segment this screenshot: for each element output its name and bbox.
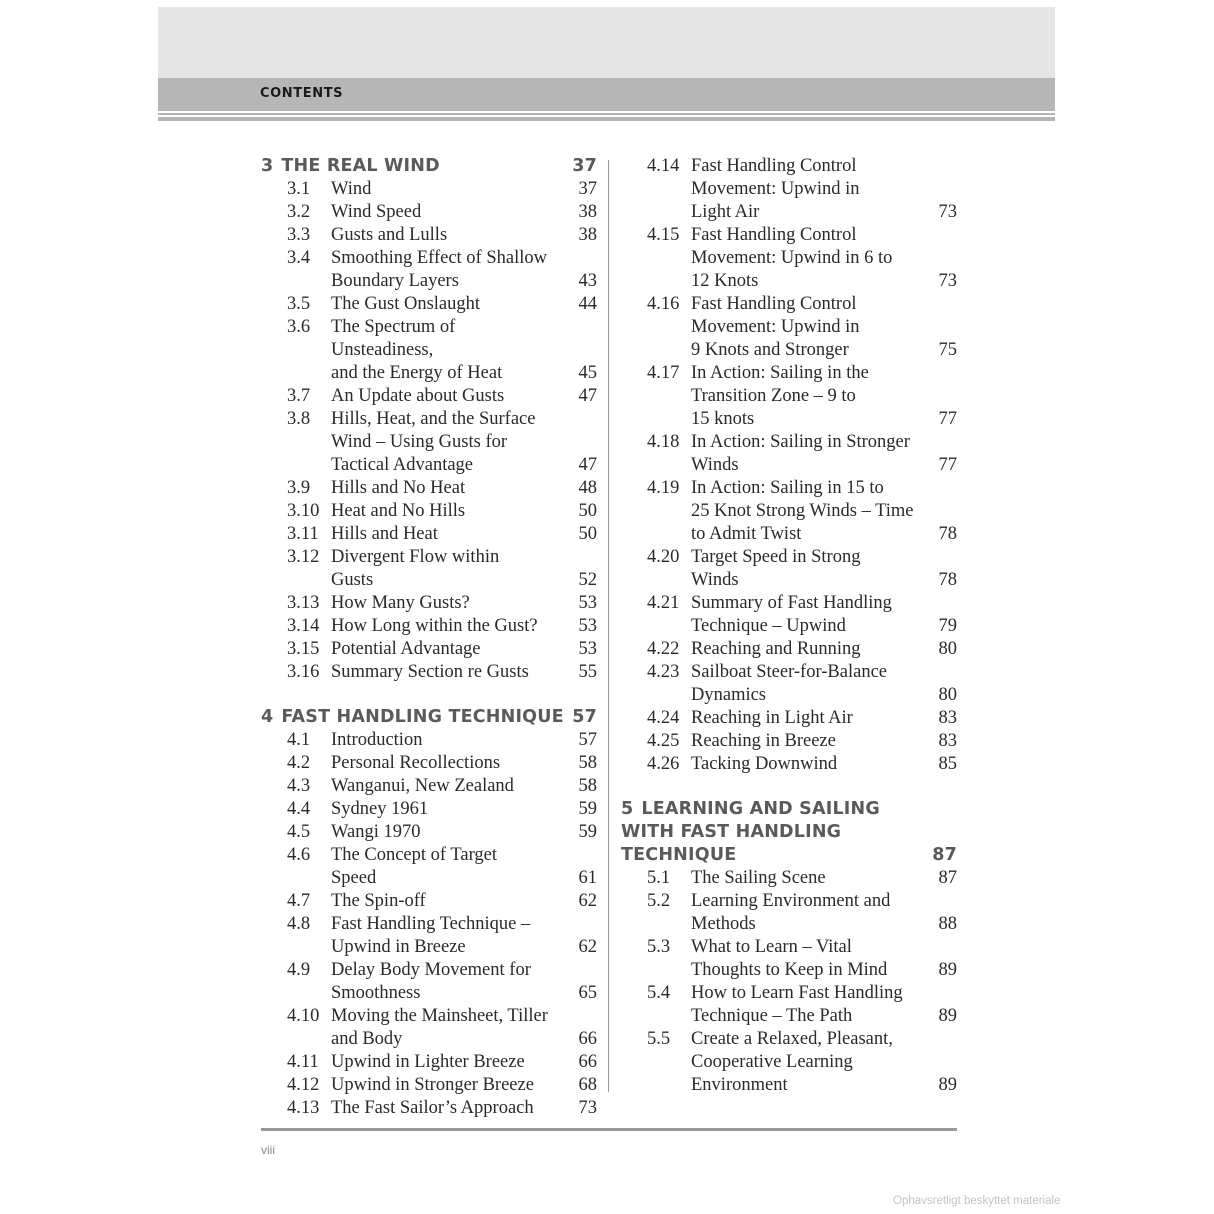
section-page-number: 80	[938, 639, 957, 659]
section-title-line: The Spin-off	[331, 891, 426, 911]
section-title-line: to Admit Twist	[691, 524, 802, 544]
section-page-number: 48	[578, 478, 597, 498]
toc-entry[interactable]	[261, 1051, 597, 1074]
section-title-line: 25 Knot Strong Winds – Time	[691, 501, 914, 521]
section-title	[331, 1097, 567, 1120]
section-title-line: The Gust Onslaught	[331, 294, 481, 314]
toc-entry[interactable]	[621, 753, 957, 776]
section-number: 4.5	[287, 822, 311, 842]
chapter-heading[interactable]	[621, 798, 957, 867]
section-number: 4.16	[647, 294, 680, 314]
section-title-line: How to Learn Fast Handling	[691, 983, 903, 1003]
section-page-number: 79	[938, 616, 957, 636]
section-number: 3.13	[287, 593, 320, 613]
section-title-line: and the Energy of Heat	[331, 363, 503, 383]
toc-entry[interactable]	[621, 890, 957, 936]
chapter-title-text: WITH FAST HANDLING	[621, 822, 842, 842]
section-title-line: Fast Handling Control	[691, 294, 857, 314]
footer-rule	[261, 1128, 957, 1131]
section-title	[691, 753, 927, 776]
section-title-line: Delay Body Movement for	[331, 960, 531, 980]
header-rule-thick	[158, 117, 1055, 121]
toc-entry[interactable]	[621, 155, 957, 224]
section-title	[691, 936, 927, 982]
toc-entry[interactable]	[261, 592, 597, 615]
section-number: 4.6	[287, 845, 311, 865]
toc-entry[interactable]	[261, 638, 597, 661]
section-page-number: 73	[938, 271, 957, 291]
toc-entry[interactable]	[261, 775, 597, 798]
toc-entry[interactable]	[261, 477, 597, 500]
section-number: 4.22	[647, 639, 680, 659]
section-number: 4.20	[647, 547, 680, 567]
toc-entry[interactable]	[621, 546, 957, 592]
section-title	[331, 844, 567, 890]
section-title-line: Methods	[691, 914, 756, 934]
chapter-title-text: LEARNING AND SAILING	[641, 799, 880, 819]
section-page-number: 50	[578, 501, 597, 521]
toc-entry[interactable]	[621, 362, 957, 431]
section-title	[691, 867, 927, 890]
section-title-line: How Long within the Gust?	[331, 616, 538, 636]
section-number: 3.16	[287, 662, 320, 682]
section-page-number: 66	[578, 1029, 597, 1049]
section-title	[331, 201, 567, 224]
section-title	[331, 638, 567, 661]
section-number: 3.2	[287, 202, 311, 222]
page-top-band	[158, 7, 1055, 78]
section-title-line: Learning Environment and	[691, 891, 891, 911]
section-page-number: 44	[578, 294, 597, 314]
section-title	[331, 500, 567, 523]
section-title-line: Smoothness	[331, 983, 421, 1003]
chapter-gap	[261, 684, 597, 706]
section-title	[331, 546, 567, 592]
section-title	[331, 477, 567, 500]
section-page-number: 55	[578, 662, 597, 682]
toc-entry[interactable]	[261, 316, 597, 385]
section-title	[331, 592, 567, 615]
section-title-line: Hills and Heat	[331, 524, 438, 544]
toc-column-left	[261, 155, 597, 1120]
chapter-title	[261, 155, 566, 178]
chapter-title-line	[621, 821, 926, 844]
section-title	[691, 707, 927, 730]
section-page-number: 37	[578, 179, 597, 199]
chapter-title-text: TECHNIQUE	[621, 845, 737, 865]
section-title	[331, 615, 567, 638]
section-title-line: Cooperative Learning	[691, 1052, 853, 1072]
section-number: 4.10	[287, 1006, 320, 1026]
section-title-line: An Update about Gusts	[331, 386, 505, 406]
chapter-number: 4	[261, 707, 274, 727]
running-header	[158, 78, 1055, 111]
running-header-title: CONTENTS	[260, 86, 344, 101]
section-title	[691, 1028, 927, 1097]
section-page-number: 77	[938, 455, 957, 475]
section-title	[331, 1005, 567, 1051]
chapter-title-text: FAST HANDLING TECHNIQUE	[281, 707, 564, 727]
section-title	[331, 798, 567, 821]
section-title-line: Gusts	[331, 570, 374, 590]
section-title-line: The Fast Sailor’s Approach	[331, 1098, 534, 1118]
section-number: 4.12	[287, 1075, 320, 1095]
page-number: viii	[261, 1143, 275, 1157]
section-page-number: 52	[578, 570, 597, 590]
section-number: 3.7	[287, 386, 311, 406]
section-page-number: 85	[938, 754, 957, 774]
chapter-title-line	[621, 844, 926, 867]
section-title	[331, 752, 567, 775]
section-title-line: Movement: Upwind in	[691, 317, 860, 337]
toc-entry[interactable]	[261, 247, 597, 293]
chapter-title	[621, 798, 926, 867]
section-title	[331, 408, 567, 477]
section-title-line: Tactical Advantage	[331, 455, 474, 475]
section-title-line: The Concept of Target	[331, 845, 498, 865]
section-page-number: 77	[938, 409, 957, 429]
section-title-line: Wind Speed	[331, 202, 422, 222]
section-title	[331, 729, 567, 752]
section-number: 4.13	[287, 1098, 320, 1118]
section-title	[691, 293, 927, 362]
section-page-number: 58	[578, 753, 597, 773]
toc-entry[interactable]	[261, 913, 597, 959]
section-title	[691, 224, 927, 293]
section-number: 3.6	[287, 317, 311, 337]
section-title-line: Reaching and Running	[691, 639, 861, 659]
section-page-number: 68	[578, 1075, 597, 1095]
section-title-line: Sailboat Steer-for-Balance	[691, 662, 887, 682]
section-title-line: Upwind in Stronger Breeze	[331, 1075, 534, 1095]
toc-entry[interactable]	[261, 798, 597, 821]
section-title-line: Boundary Layers	[331, 271, 459, 291]
toc-entry[interactable]	[261, 890, 597, 913]
section-title-line: Reaching in Breeze	[691, 731, 836, 751]
section-title-line: 15 knots	[691, 409, 755, 429]
section-number: 4.4	[287, 799, 311, 819]
section-title	[331, 316, 567, 385]
section-title	[691, 362, 927, 431]
section-title-line: Moving the Mainsheet, Tiller	[331, 1006, 548, 1026]
section-title-line: Wind – Using Gusts for	[331, 432, 508, 452]
toc-entry[interactable]	[261, 1005, 597, 1051]
section-title-line: Summary Section re Gusts	[331, 662, 529, 682]
section-title-line: Target Speed in Strong	[691, 547, 861, 567]
section-title	[331, 661, 567, 684]
section-title-line: Winds	[691, 570, 739, 590]
section-number: 4.18	[647, 432, 680, 452]
toc-entry[interactable]	[261, 959, 597, 1005]
section-page-number: 73	[938, 202, 957, 222]
toc-entry[interactable]	[261, 729, 597, 752]
toc-entry[interactable]	[261, 500, 597, 523]
section-title-line: Summary of Fast Handling	[691, 593, 892, 613]
toc-entry[interactable]	[621, 477, 957, 546]
section-number: 4.14	[647, 156, 680, 176]
section-page-number: 66	[578, 1052, 597, 1072]
section-title-line: Heat and No Hills	[331, 501, 466, 521]
section-number: 4.2	[287, 753, 311, 773]
toc-column-right	[621, 155, 957, 1097]
section-title-line: In Action: Sailing in 15 to	[691, 478, 884, 498]
section-page-number: 53	[578, 616, 597, 636]
section-title-line: Dynamics	[691, 685, 767, 705]
toc-entry[interactable]	[261, 408, 597, 477]
section-number: 4.11	[287, 1052, 319, 1072]
section-title	[331, 293, 567, 316]
section-page-number: 59	[578, 799, 597, 819]
section-title-line: Wangi 1970	[331, 822, 421, 842]
copyright-watermark: Ophavsretligt beskyttet materiale	[893, 1195, 1061, 1207]
toc-entry[interactable]	[261, 661, 597, 684]
section-page-number: 80	[938, 685, 957, 705]
section-title	[691, 431, 927, 477]
toc-entry[interactable]	[621, 730, 957, 753]
section-title-line: Gusts and Lulls	[331, 225, 448, 245]
chapter-title-text: THE REAL WIND	[281, 156, 440, 176]
section-title	[691, 661, 927, 707]
section-page-number: 89	[938, 960, 957, 980]
toc-entry[interactable]	[261, 201, 597, 224]
section-page-number: 43	[578, 271, 597, 291]
toc-entry[interactable]	[621, 707, 957, 730]
section-page-number: 59	[578, 822, 597, 842]
section-title-line: Thoughts to Keep in Mind	[691, 960, 888, 980]
section-number: 3.10	[287, 501, 320, 521]
section-number: 4.26	[647, 754, 680, 774]
section-page-number: 57	[578, 730, 597, 750]
section-number: 3.4	[287, 248, 311, 268]
column-divider	[608, 160, 609, 1092]
section-number: 4.8	[287, 914, 311, 934]
toc-entry[interactable]	[261, 224, 597, 247]
chapter-gap	[621, 776, 957, 798]
chapter-page-number: 57	[572, 707, 597, 727]
section-title	[331, 890, 567, 913]
section-number: 5.3	[647, 937, 671, 957]
section-page-number: 83	[938, 731, 957, 751]
section-title-line: Personal Recollections	[331, 753, 501, 773]
section-number: 5.1	[647, 868, 671, 888]
section-title-line: Fast Handling Control	[691, 225, 857, 245]
section-title	[691, 477, 927, 546]
section-number: 5.2	[647, 891, 671, 911]
section-title-line: Fast Handling Control	[691, 156, 857, 176]
section-title-line: What to Learn – Vital	[691, 937, 852, 957]
toc-entry[interactable]	[621, 431, 957, 477]
toc-entry[interactable]	[261, 844, 597, 890]
chapter-number: 5	[621, 799, 634, 819]
toc-entry[interactable]	[261, 523, 597, 546]
chapter-heading[interactable]	[261, 706, 597, 729]
chapter-title	[261, 706, 566, 729]
section-title-line: Movement: Upwind in 6 to	[691, 248, 893, 268]
section-number: 4.19	[647, 478, 680, 498]
section-title-line: Sydney 1961	[331, 799, 429, 819]
toc-entry[interactable]	[261, 178, 597, 201]
section-title-line: Speed	[331, 868, 377, 888]
toc-entry[interactable]	[261, 615, 597, 638]
toc-entry[interactable]	[621, 592, 957, 638]
section-title-line: Environment	[691, 1075, 788, 1095]
section-title	[691, 592, 927, 638]
toc-entry[interactable]	[261, 1097, 597, 1120]
section-title	[691, 638, 927, 661]
section-number: 3.15	[287, 639, 320, 659]
chapter-heading[interactable]	[261, 155, 597, 178]
section-title	[331, 775, 567, 798]
section-page-number: 73	[578, 1098, 597, 1118]
section-title-line: and Body	[331, 1029, 403, 1049]
toc-entry[interactable]	[261, 1074, 597, 1097]
toc-entry[interactable]	[261, 385, 597, 408]
section-title-line: Wanganui, New Zealand	[331, 776, 514, 796]
section-page-number: 89	[938, 1075, 957, 1095]
toc-entry[interactable]	[621, 982, 957, 1028]
section-title-line: In Action: Sailing in Stronger	[691, 432, 910, 452]
section-title-line: Upwind in Lighter Breeze	[331, 1052, 525, 1072]
section-number: 4.3	[287, 776, 311, 796]
section-title	[331, 1051, 567, 1074]
section-title-line: Light Air	[691, 202, 760, 222]
section-title	[331, 523, 567, 546]
section-page-number: 53	[578, 593, 597, 613]
section-title-line: Smoothing Effect of Shallow	[331, 248, 547, 268]
section-title-line: Reaching in Light Air	[691, 708, 853, 728]
section-title-line: In Action: Sailing in the	[691, 363, 869, 383]
section-number: 5.4	[647, 983, 671, 1003]
section-title	[691, 890, 927, 936]
section-title-line: Wind	[331, 179, 372, 199]
section-number: 4.24	[647, 708, 680, 728]
section-page-number: 47	[578, 455, 597, 475]
section-number: 3.3	[287, 225, 311, 245]
section-page-number: 87	[938, 868, 957, 888]
section-title-line: 12 Knots	[691, 271, 759, 291]
toc-entry[interactable]	[621, 661, 957, 707]
section-page-number: 53	[578, 639, 597, 659]
toc-entry[interactable]	[261, 821, 597, 844]
section-number: 3.8	[287, 409, 311, 429]
section-page-number: 62	[578, 891, 597, 911]
section-title-line: The Spectrum of Unsteadiness,	[331, 317, 456, 360]
toc-entry[interactable]	[621, 936, 957, 982]
section-number: 4.23	[647, 662, 680, 682]
section-title-line: Upwind in Breeze	[331, 937, 466, 957]
chapter-title-line	[621, 798, 926, 821]
section-page-number: 45	[578, 363, 597, 383]
toc-entry[interactable]	[621, 1028, 957, 1097]
section-title-line: Technique – The Path	[691, 1006, 853, 1026]
section-number: 4.7	[287, 891, 311, 911]
section-number: 3.14	[287, 616, 320, 636]
section-title	[331, 913, 567, 959]
toc-entry[interactable]	[621, 638, 957, 661]
section-title-line: The Sailing Scene	[691, 868, 826, 888]
section-number: 4.9	[287, 960, 311, 980]
section-number: 3.12	[287, 547, 320, 567]
section-number: 4.25	[647, 731, 680, 751]
section-page-number: 62	[578, 937, 597, 957]
section-title-line: How Many Gusts?	[331, 593, 470, 613]
section-page-number: 78	[938, 524, 957, 544]
section-page-number: 38	[578, 225, 597, 245]
section-title-line: Create a Relaxed, Pleasant,	[691, 1029, 893, 1049]
section-title	[331, 821, 567, 844]
toc-entry[interactable]	[621, 867, 957, 890]
section-title	[331, 959, 567, 1005]
toc-entry[interactable]	[621, 293, 957, 362]
toc-entry[interactable]	[261, 546, 597, 592]
section-number: 3.11	[287, 524, 319, 544]
section-title-line: 9 Knots and Stronger	[691, 340, 849, 360]
section-page-number: 47	[578, 386, 597, 406]
section-number: 4.17	[647, 363, 680, 383]
chapter-page-number: 37	[572, 156, 597, 176]
section-page-number: 75	[938, 340, 957, 360]
section-page-number: 78	[938, 570, 957, 590]
section-title-line: Fast Handling Technique –	[331, 914, 531, 934]
section-number: 3.1	[287, 179, 311, 199]
toc-entry[interactable]	[261, 752, 597, 775]
section-page-number: 58	[578, 776, 597, 796]
section-title-line: Hills, Heat, and the Surface	[331, 409, 536, 429]
section-number: 4.21	[647, 593, 680, 613]
section-page-number: 50	[578, 524, 597, 544]
chapter-page-number: 87	[932, 845, 957, 865]
section-page-number: 65	[578, 983, 597, 1003]
section-page-number: 89	[938, 1006, 957, 1026]
section-number: 3.9	[287, 478, 311, 498]
section-number: 5.5	[647, 1029, 671, 1049]
section-title	[691, 982, 927, 1028]
section-title	[691, 546, 927, 592]
section-title	[331, 224, 567, 247]
section-number: 4.1	[287, 730, 311, 750]
section-number: 4.15	[647, 225, 680, 245]
section-title	[331, 1074, 567, 1097]
section-title-line: Tacking Downwind	[691, 754, 838, 774]
section-title-line: Hills and No Heat	[331, 478, 466, 498]
section-number: 3.5	[287, 294, 311, 314]
section-page-number: 61	[578, 868, 597, 888]
section-title-line: Potential Advantage	[331, 639, 481, 659]
section-page-number: 83	[938, 708, 957, 728]
toc-entry[interactable]	[621, 224, 957, 293]
toc-entry[interactable]	[261, 293, 597, 316]
section-title-line: Winds	[691, 455, 739, 475]
section-title-line: Divergent Flow within	[331, 547, 500, 567]
section-title	[331, 178, 567, 201]
section-title-line: Movement: Upwind in	[691, 179, 860, 199]
section-title	[691, 730, 927, 753]
section-page-number: 38	[578, 202, 597, 222]
section-title	[331, 247, 567, 293]
section-title-line: Introduction	[331, 730, 423, 750]
chapter-number: 3	[261, 156, 274, 176]
section-title-line: Technique – Upwind	[691, 616, 846, 636]
section-page-number: 88	[938, 914, 957, 934]
section-title	[691, 155, 927, 224]
section-title-line: Transition Zone – 9 to	[691, 386, 856, 406]
header-rule-thin	[158, 113, 1055, 115]
section-title	[331, 385, 567, 408]
